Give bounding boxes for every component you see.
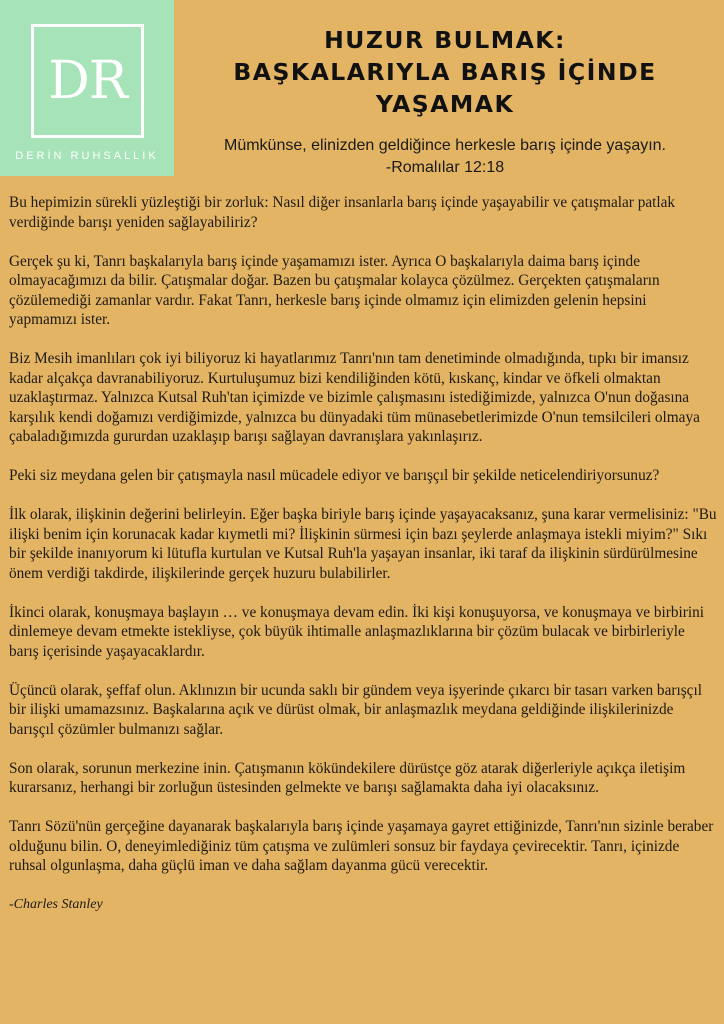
logo-panel xyxy=(0,0,174,176)
paragraph: Üçüncü olarak, şeffaf olun. Aklınızın bir ucunda saklı bir gündem veya işyerinde çıkarcı bir tasarı varken barışçıl bir ilişki umamazsınız. Başkalarına açık ve dürüst olmak, bir anlaşmazlık meydana geldiğinde ilişkilerinizde barışçıl çözümler bulmanızı sağlar. xyxy=(9,681,702,738)
author-signature: -Charles Stanley xyxy=(9,897,103,912)
paragraph: Gerçek şu ki, Tanrı başkalarıyla barış içinde yaşamamızı ister. Ayrıca O başkalarıyla daima barış içinde olmayacağımızı da bilir. Çatışmalar doğar. Bazen bu çatışmalar kolayca çözülmez. Gerçekten çatışmaların çözülemediği zamanlar vardır. Fakat Tanrı, herkesle barış içinde olmamız için elimizden gelenin hepsini yapmamızı ister. xyxy=(9,252,660,328)
paragraph: İlk olarak, ilişkinin değerini belirleyin. Eğer başka biriyle barış içinde yaşayacaksanız, şuna karar vermelisiniz: "Bu ilişki benim için korunacak kadar kıymetli mi? İlişkinin sürmesi için bazı şeylerde anlaşmaya istekli miyim?" Sıkı bir şekilde inanıyorum ki lütufla kurtulan ve Kutsal Ruh'la yaşayan insanlar, iki taraf da ilişkinin sürdürülmesine önem verdiği takdirde, ilişkilerinde gerçek huzuru bulabilirler. xyxy=(9,506,717,582)
verse-block xyxy=(190,135,700,179)
paragraph: Peki siz meydana gelen bir çatışmayla nasıl mücadele ediyor ve barışçıl bir şekilde neticelendiriyorsunuz? xyxy=(9,467,660,484)
title-line: BAŞKALARIYLA BARIŞ İÇİNDE xyxy=(233,58,657,86)
verse-reference: -Romalılar 12:18 xyxy=(385,159,505,176)
page-title xyxy=(190,24,700,120)
logo-caption: DERİN RUHSALLIK xyxy=(15,150,159,162)
title-line: YAŞAMAK xyxy=(375,90,515,118)
title-line: HUZUR BULMAK: xyxy=(324,26,566,54)
paragraph: Biz Mesih imanlıları çok iyi biliyoruz ki hayatlarımız Tanrı'nın tam denetiminde olmadığında, tıpkı bir imansız kadar alçakça davranabiliyoruz. Kurtuluşumuz bizi kendiliğinden kötü, kıskanç, kindar ve öfkeli olmaktan uzaklaştırmaz. Yalnızca Kutsal Ruh'tan içimizde ve bizimle çalışmasını istediğimizde, yalnızca O'nun doğasına karşılık kendi doğamızı verdiğimizde, yalnızca bu dünyadaki tüm münasebetlerimizde O'nun temsilcileri olmaya çabaladığımızda gururdan uzaklaşıp barışı sağlayan davranışlara yakınlaşırız. xyxy=(9,350,700,445)
article-body xyxy=(9,193,717,915)
logo-letters: DR xyxy=(48,51,127,111)
paragraph: Tanrı Sözü'nün gerçeğine dayanarak başkalarıyla barış içinde yaşamaya gayret ettiğinizde, Tanrı'nın sizinle beraber olduğunu bilin. O, deneyimlediğiniz tüm çatışma ve zulümleri sonsuz bir faydaya çevirecektir. Tanrı, içinizde ruhsal olgunlaşma, daha güçlü iman ve daha sağlam dayanma gücü verecektir. xyxy=(9,818,714,874)
verse-text: Mümkünse, elinizden geldiğince herkesle barış içinde yaşayın. xyxy=(223,137,666,154)
paragraph: Son olarak, sorunun merkezine inin. Çatışmanın kökündekilere dürüstçe göz atarak diğerleriyle açıkça iletişim kurarsanız, herhangi bir zorluğun üstesinden gelmekte ve barışı sağlamakta daha iyi olacaksınız. xyxy=(9,759,686,796)
logo-frame xyxy=(31,24,144,138)
paragraph: Bu hepimizin sürekli yüzleştiği bir zorluk: Nasıl diğer insanlarla barış içinde yaşayabilir ve çatışmalar patlak verdiğinde barışı yeniden sağlayabiliriz? xyxy=(9,194,676,231)
paragraph: İkinci olarak, konuşmaya başlayın … ve konuşmaya devam edin. İki kişi konuşuyorsa, ve konuşmaya ve birbirini dinlemeye devam etmekte istekliyse, çok büyük ihtimalle anlaşmazlıklarına bir çözüm bulacak ve birbirleriyle barış içerisinde yaşayacaklardır. xyxy=(9,603,705,660)
